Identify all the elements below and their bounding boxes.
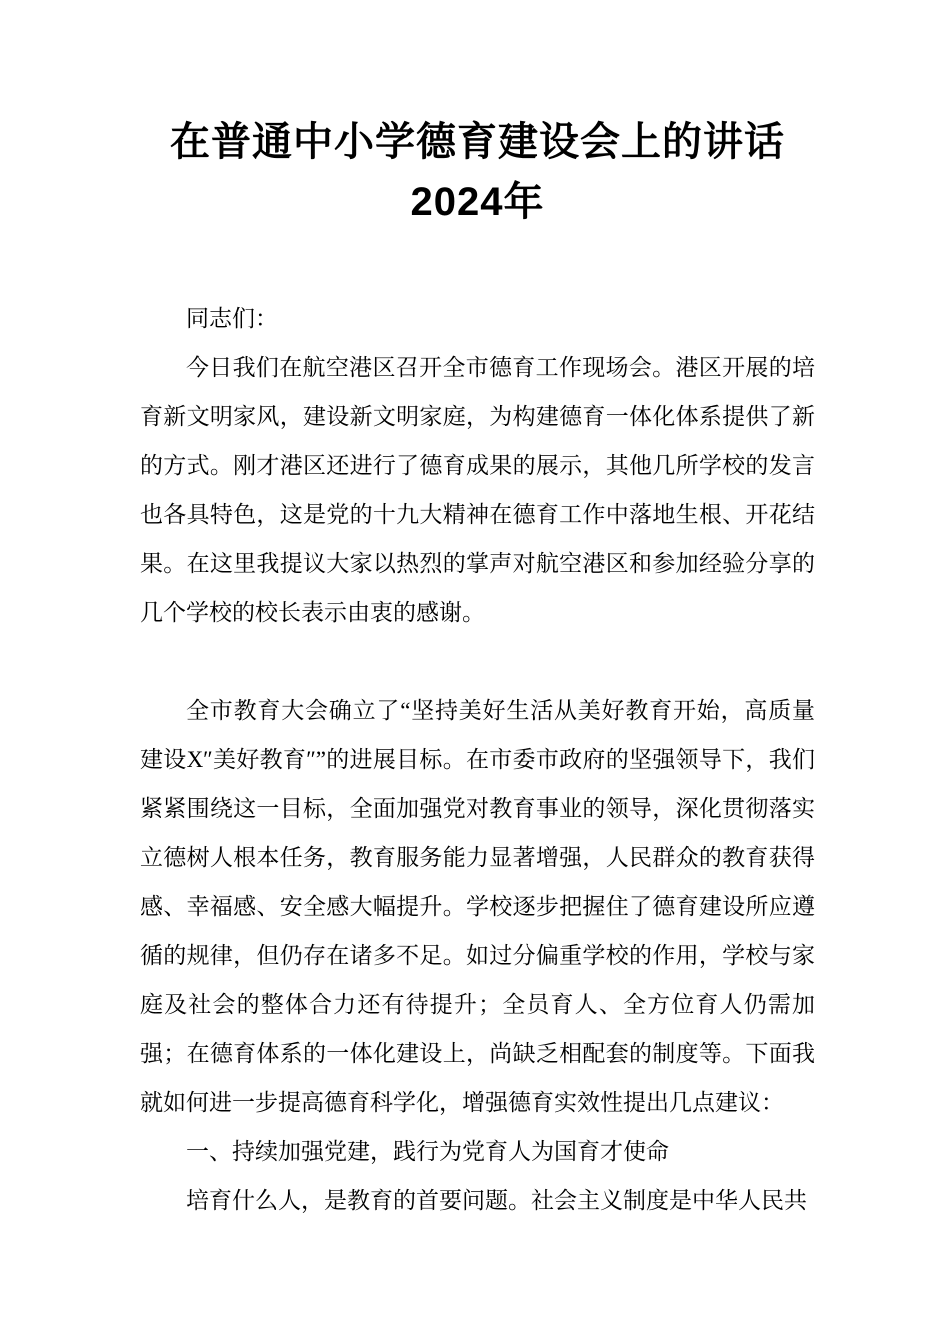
- document-title: 在普通中小学德育建设会上的讲话2024年: [170, 120, 785, 224]
- document-body: [140, 294, 815, 1225]
- paragraph-partial: 培育什么人，是教育的首要问题。社会主义制度是中华人民共: [186, 1188, 807, 1213]
- paragraph-opening: 今日我们在航空港区召开全市德育工作现场会。港区开展的培育新文明家风，建设新文明家庭，为构建德育一体化体系提供了新的方式。刚才港区还进行了德育成果的展示，其他几所学校的发言也各具特色，这是党的十九大精神在德育工作中落地生根、开花结果。在这里我提议大家以热烈的掌声对航空港区和参加经验分享的几个学校的校长表示由衷的感谢。: [140, 355, 815, 625]
- salutation: 同志们：: [186, 306, 278, 331]
- paragraph-overview: 全市教育大会确立了“坚持美好生活从美好教育开始，高质量建设X″美好教育″”的进展目标。在市委市政府的坚强领导下，我们紧紧围绕这一目标，全面加强党对教育事业的领导，深化贯彻落实立德树人根本任务，教育服务能力显著增强，人民群众的教育获得感、幸福感、安全感大幅提升。学校逐步把握住了德育建设所应遵循的规律，但仍存在诸多不足。如过分偏重学校的作用，学校与家庭及社会的整体合力还有待提升；全员育人、全方位育人仍需加强；在德育体系的一体化建设上，尚缺乏相配套的制度等。下面我就如何进一步提高德育科学化，增强德育实效性提出几点建议：: [140, 698, 815, 1115]
- blank-line: [140, 637, 815, 686]
- section-heading-1: 一、持续加强党建，践行为党育人为国育才使命: [186, 1139, 669, 1164]
